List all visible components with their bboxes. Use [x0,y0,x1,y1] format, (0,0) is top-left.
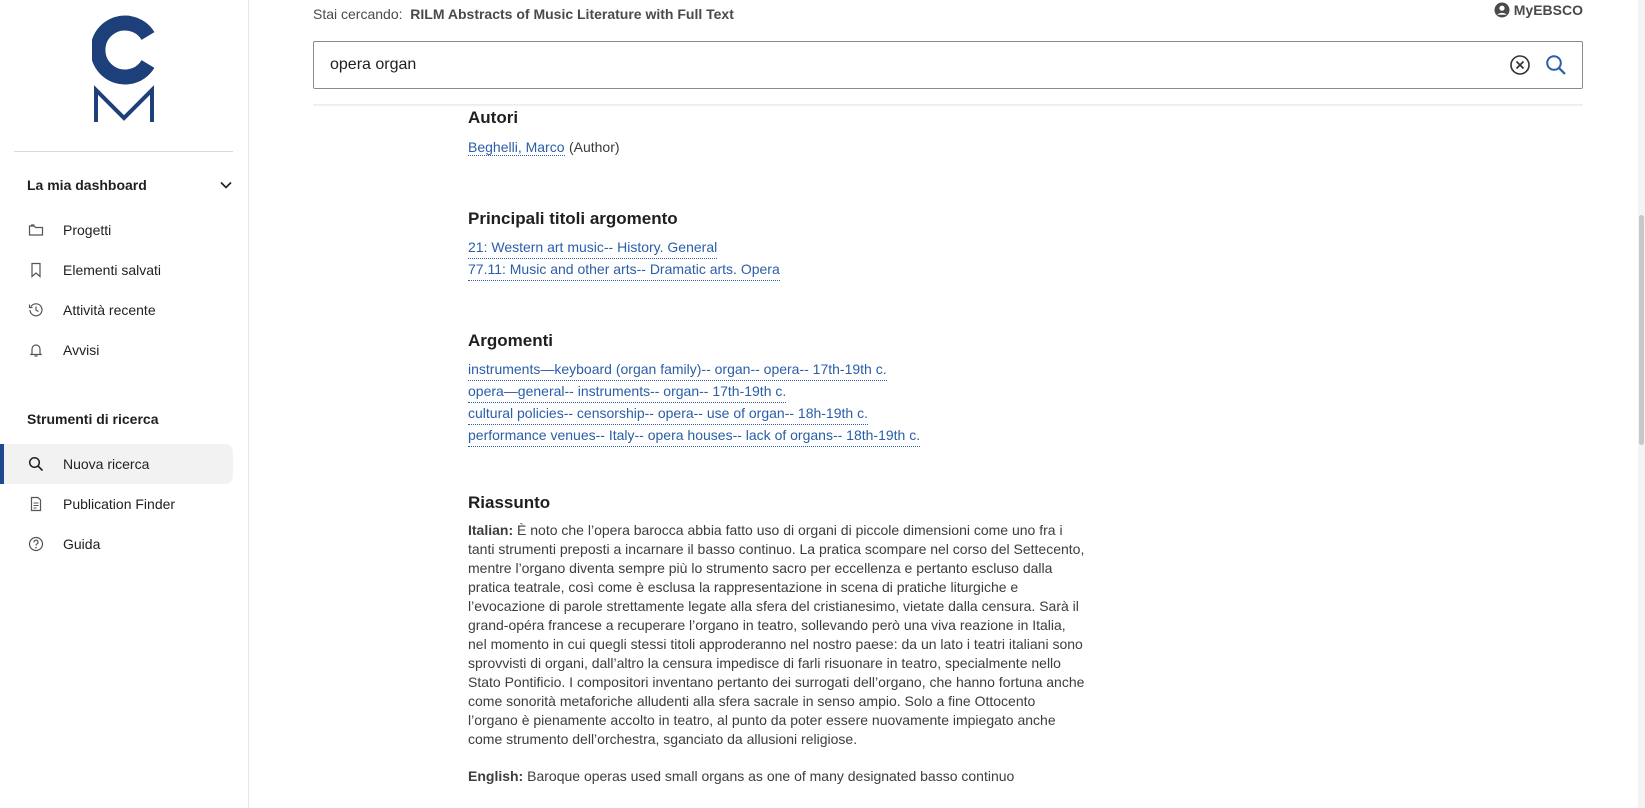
cm-logo[interactable] [92,14,156,126]
sidebar [0,0,249,808]
header-divider [313,104,1583,107]
search-icon [28,456,44,472]
sidebar-item-avvisi[interactable] [0,330,233,370]
scrollbar-thumb[interactable] [1639,215,1644,445]
subject-link[interactable]: opera—general-- instruments-- organ-- 17th-19th c. [468,381,786,403]
authors-section [468,108,1088,158]
dashboard-label: La mia dashboard [27,177,147,193]
help-icon [28,536,44,552]
subject-title-link[interactable]: 21: Western art music-- History. General [468,237,717,259]
sidebar-item-publication-finder[interactable] [0,484,233,524]
searching-database [313,6,734,22]
abstract-italian-text: È noto che l’opera barocca abbia fatto uso di organi di piccole dimensioni come uno fra i tanti strumenti preposti a incarnare il basso continuo. La pratica scompare nel corso del Settecento, mentre l’organo diventa sempre più lo strumento sacro per eccellenza e pertanto escluso dalla pratica teatrale, così come è esclusa la rappresentazione in scena di pratiche liturgiche e l’evocazione di parole strettamente legate alla sfera del cristianesimo, vietate dalla censura. Sarà il grand-opéra francese a recuperare l’organo in teatro, sollevando però una viva reazione in Italia, nel momento in cui quegli stessi titoli approderanno nel nostro paese: da un lato i teatri italiani sono sprovvisti di organi, dall’altro la censura impedisce di farli risuonare in teatro, specialmente nello Stato Pontificio. I compositori inventano pertanto dei surrogati dell’organo, che hanno fortuna anche come sonorità metaforiche alludenti alla sfera sacrale in senso ampio. Solo a fine Ottocento l’organo è pienamente accolto in teatro, al punto da poter essere nuovamente impiegato anche come strumento dell’orchestra, sganciato da allusioni religiose. [468,522,1085,747]
abstract-english-text: Baroque operas used small organs as one of many designated basso continuo [527,768,1015,784]
sidebar-item-guida[interactable] [0,524,233,564]
myebsco-label: MyEBSCO [1513,2,1583,18]
searching-prefix: Stai cercando: [313,6,403,22]
sidebar-divider [14,151,233,152]
sidebar-item-label: Elementi salvati [63,262,162,278]
subject-titles-heading: Principali titoli argomento [468,209,678,228]
folder-icon [28,222,44,238]
subject-link[interactable]: instruments—keyboard (organ family)-- organ-- opera-- 17th-19th c. [468,359,887,381]
sidebar-item-nuova-ricerca[interactable] [0,444,233,484]
abstract-lang-label: Italian: [468,522,514,538]
author-role: (Author) [568,139,620,155]
authors-heading: Autori [468,108,519,127]
bell-icon [28,342,44,358]
sidebar-item-label: Attività recente [63,302,156,318]
abstract-lang-label: English: [468,768,524,784]
subjects-section [468,331,1088,447]
search-submit-button[interactable] [1538,47,1574,83]
search-icon [1545,54,1567,76]
sidebar-item-attivita-recente[interactable] [0,290,233,330]
user-icon [1494,2,1510,18]
clear-search-button[interactable] [1502,47,1538,83]
database-name: RILM Abstracts of Music Literature with Full Text [410,6,734,22]
author-link[interactable]: Beghelli, Marco [468,139,565,155]
research-tools-heading: Strumenti di ricerca [27,411,159,427]
page-scrollbar[interactable] [1638,0,1645,808]
sidebar-item-label: Publication Finder [63,496,176,512]
search-input[interactable] [314,42,1502,88]
myebsco-account-button[interactable] [1494,2,1583,18]
abstract-english [468,767,1088,786]
bookmark-icon [28,262,44,278]
subject-link[interactable]: cultural policies-- censorship-- opera-- use of organ-- 18h-19th c. [468,403,868,425]
sidebar-item-label: Avvisi [63,342,100,358]
document-icon [28,496,44,512]
abstract-heading: Riassunto [468,493,551,512]
search-bar [313,41,1583,89]
subject-titles-section [468,209,1088,281]
sidebar-item-label: Guida [63,536,101,552]
subject-title-link[interactable]: 77.11: Music and other arts-- Dramatic arts. Opera [468,259,780,281]
sidebar-item-label: Progetti [63,222,112,238]
sidebar-item-label: Nuova ricerca [63,456,150,472]
subject-link[interactable]: performance venues-- Italy-- opera houses-- lack of organs-- 18th-19th c. [468,425,920,447]
sidebar-item-progetti[interactable] [0,210,233,250]
clear-icon [1509,54,1531,76]
sidebar-item-elementi-salvati[interactable] [0,250,233,290]
abstract-section [468,493,1088,786]
dashboard-toggle[interactable] [27,172,233,198]
subjects-heading: Argomenti [468,331,553,350]
chevron-down-icon [219,178,233,192]
history-icon [28,302,44,318]
abstract-italian [468,521,1088,749]
